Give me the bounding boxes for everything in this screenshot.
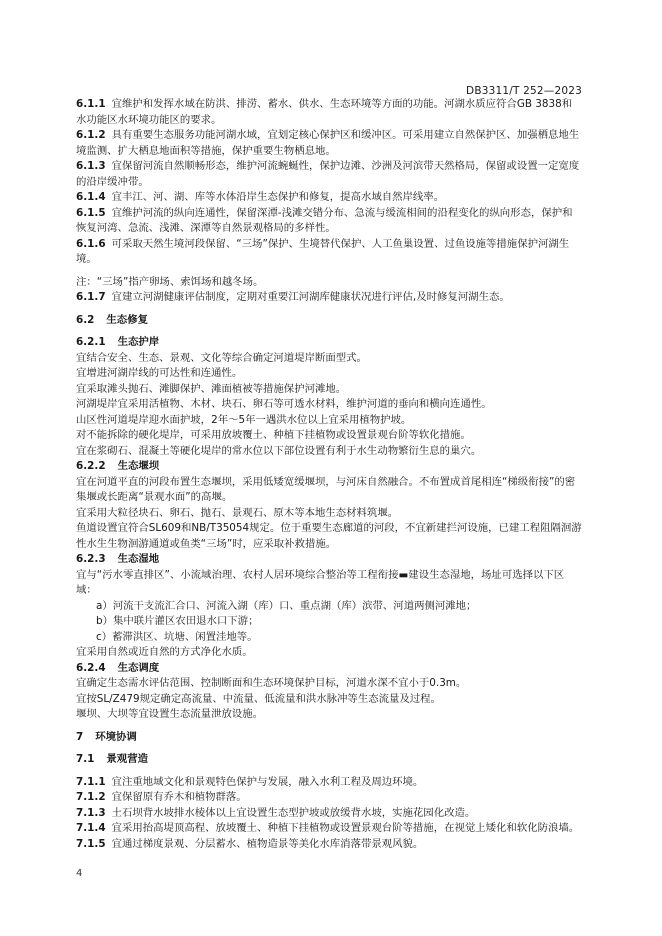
clause-text: 宜结合安全、生态、景观、文化等综合确定河道堤岸断面型式。 xyxy=(76,351,367,364)
page-number: 4 xyxy=(76,868,83,879)
clause-text: 宜建立河湖健康评估制度，定期对重要江河湖库健康状况进行评估,及时修复河湖生态。 xyxy=(111,291,510,303)
clause-number: 7.1.2 xyxy=(76,791,106,803)
heading-text: 生态调度 xyxy=(117,661,160,674)
clause-paragraph xyxy=(76,237,582,268)
clause-paragraph xyxy=(76,413,582,429)
heading-text: 生态修复 xyxy=(106,313,148,326)
clause-paragraph xyxy=(76,382,582,398)
list-item xyxy=(76,614,582,630)
clause-paragraph xyxy=(76,707,582,723)
clause-text: 河湖堤岸宜采用活植物、木材、块石、卵石等可透水材料，维护河道的垂向和横向连通性。 xyxy=(76,398,492,410)
heading-text: 生态堰坝 xyxy=(117,460,160,472)
clause-number: 7 xyxy=(76,730,84,743)
clause-text: 堰坝、大坝等宜设置生态流量泄放设施。 xyxy=(76,708,264,720)
clause-number: 7.1 xyxy=(76,753,95,765)
clause-paragraph xyxy=(76,206,582,237)
section-heading xyxy=(76,459,582,475)
clause-paragraph xyxy=(76,366,582,382)
clause-paragraph xyxy=(76,821,582,837)
clause-paragraph xyxy=(76,428,582,444)
clause-number: 6.1.1 xyxy=(76,98,106,110)
section-heading xyxy=(76,335,582,351)
clause-paragraph xyxy=(76,290,582,306)
clause-paragraph xyxy=(76,159,582,190)
clause-number: 6.2.4 xyxy=(76,661,106,674)
clause-paragraph xyxy=(76,775,582,791)
clause-paragraph xyxy=(76,837,582,853)
clause-number: 6.1.3 xyxy=(76,160,106,172)
clause-text: a）河流干支流汇合口、河流入湖（库）口、重点湖（库）滨带、河道两侧河滩地； xyxy=(96,599,477,612)
spacer xyxy=(76,268,582,275)
clause-number: 6.2.1 xyxy=(76,336,106,348)
spacer xyxy=(76,745,582,752)
clause-text: 宜保留河流自然顺畅形态，维护河流蜿蜒性，保护边滩、沙洲及河滨带天然格局，保留或设置一定宽度的沿岸缓冲带。 xyxy=(76,160,580,188)
list-item xyxy=(76,599,582,615)
clause-paragraph xyxy=(76,676,582,692)
clause-paragraph xyxy=(76,568,582,599)
clause-text: 宜注重地域文化和景观特色保护与发展，融入水利工程及周边环境。 xyxy=(111,775,424,788)
clause-paragraph xyxy=(76,275,582,291)
heading-text: 生态护岸 xyxy=(117,336,160,348)
clause-text: 宜丰江、河、湖、库等水体沿岸生态保护和修复，提高水域自然岸线率。 xyxy=(111,191,445,203)
heading-text: 生态湿地 xyxy=(117,553,160,565)
clause-text: 宜维护和发挥水域在防洪、排涝、蓄水、供水、生态环境等方面的功能。河湖水质应符合GB 3838和水功能区水环境功能区的要求。 xyxy=(76,98,573,126)
clause-text: c）蓄滞洪区、坑塘、闲置洼地等。 xyxy=(96,630,258,643)
clause-text: 对不能拆除的硬化堤岸，可采用放坡覆土、种植下挂植物或设置景观台阶等软化措施。 xyxy=(76,429,471,441)
heading-text: 环境协调 xyxy=(95,730,137,743)
clause-paragraph xyxy=(76,444,582,460)
clause-paragraph xyxy=(76,475,582,506)
spacer xyxy=(76,723,582,730)
document-code: DB3311/T 252—2023 xyxy=(466,85,582,97)
clause-number: 6.2 xyxy=(76,313,95,326)
section-heading xyxy=(76,752,582,768)
clause-text: 宜确定生态需水评估范围、控制断面和生态环境保护目标，河道水深不宜小于0.3m。 xyxy=(76,677,467,689)
clause-text: 具有重要生态服务功能河湖水域，宜划定核心保护区和缓冲区。可采用建立自然保护区、加强栖息地生境监测、扩大栖息地面积等措施，保护重要生物栖息地。 xyxy=(76,129,580,157)
clause-number: 6.1.4 xyxy=(76,191,106,203)
clause-text: 宜采用抬高堤顶高程、放坡覆土、种植下挂植物或设置景观台阶等措施，在视觉上矮化和软化防浪墙。 xyxy=(111,822,580,834)
section-heading xyxy=(76,730,582,746)
clause-paragraph xyxy=(76,506,582,522)
clause-number: 6.1.5 xyxy=(76,206,106,219)
section-heading xyxy=(76,313,582,329)
clause-text: 可采取天然生境河段保留、“三场”保护、生境替代保护、人工鱼巢设置、过鱼设施等措施保护河湖生境。 xyxy=(76,237,570,265)
clause-number: 6.2.2 xyxy=(76,460,106,472)
clause-text: 宜按SL/Z479规定确定高流量、中流量、低流量和洪水脉冲等生态流量及过程。 xyxy=(76,692,441,705)
clause-paragraph xyxy=(76,645,582,661)
clause-text: 宜保留原有乔木和植物群落。 xyxy=(111,791,247,803)
heading-text: 景观营造 xyxy=(106,753,148,765)
clause-text: 注：“三场”指产卵场、索饵场和越冬场。 xyxy=(76,275,264,288)
clause-number: 6.1.2 xyxy=(76,129,106,141)
clause-number: 6.1.7 xyxy=(76,291,106,303)
list-item xyxy=(76,630,582,646)
clause-number: 6.2.3 xyxy=(76,553,106,565)
clause-text: 山区性河道堤岸迎水面护坡，2年～5年一遇洪水位以上宜采用植物护坡。 xyxy=(76,413,412,426)
clause-paragraph xyxy=(76,128,582,159)
section-heading xyxy=(76,552,582,568)
clause-text: 宜增进河湖岸线的可达性和连通性。 xyxy=(76,367,243,379)
clause-paragraph xyxy=(76,351,582,367)
document-body xyxy=(76,97,582,852)
clause-paragraph xyxy=(76,97,582,128)
clause-number: 7.1.4 xyxy=(76,822,106,834)
clause-paragraph xyxy=(76,521,582,552)
clause-text: 宜采用自然或近自然的方式净化水质。 xyxy=(76,646,253,658)
spacer xyxy=(76,768,582,775)
clause-text: 宜维护河流的纵向连通性，保留深潭-浅滩交错分布、急流与缓流相间的沿程变化的纵向形态，保护和恢复河湾、急流、浅滩、深潭等自然景观格局的多样性。 xyxy=(76,206,573,234)
clause-text: 鱼道设置宜符合SL609和NB/T35054规定。位于重要生态廊道的河段，不宜新建拦河设施，已建工程阻隔洄游性水生生物洄游通道或鱼类“三场”时，应采取补救措施。 xyxy=(76,522,582,550)
clause-text: 宜与“污水零直排区”、小流域治理、农村人居环境综合整治等工程衔接▬建设生态湿地，场址可选择以下区域： xyxy=(76,568,565,596)
clause-number: 7.1.3 xyxy=(76,806,106,819)
clause-text: 宜采取滩头抛石、滩脚保护、滩面植被等措施保护河滩地。 xyxy=(76,382,347,395)
clause-number: 7.1.5 xyxy=(76,837,106,850)
clause-paragraph xyxy=(76,806,582,822)
clause-paragraph xyxy=(76,397,582,413)
clause-number: 7.1.1 xyxy=(76,775,106,788)
spacer xyxy=(76,306,582,313)
clause-text: b）集中联片灌区农田退水口下游； xyxy=(96,615,259,627)
section-heading xyxy=(76,661,582,677)
clause-paragraph xyxy=(76,190,582,206)
clause-paragraph xyxy=(76,790,582,806)
clause-text: 土石坝背水坡排水棱体以上宜设置生态型护坡或放缓背水坡，实施花园化改造。 xyxy=(111,806,476,819)
clause-text: 宜采用大粒径块石、卵石、抛石、景观石、原木等本地生态材料筑堰。 xyxy=(76,506,399,519)
clause-text: 宜在浆砌石、混凝土等硬化堤岸的常水位以下部位设置有利于水生动物繁衍生息的巢穴。 xyxy=(76,444,482,457)
spacer xyxy=(76,328,582,335)
clause-text: 宜在河道平直的河段布置生态堰坝，采用低矮宽缓堰坝，与河床自然融合。不布置成首尾相连“梯级衔接”的密集堰或长距离“景观水面”的高堰。 xyxy=(76,475,576,503)
clause-number: 6.1.6 xyxy=(76,237,106,250)
clause-text: 宜通过梯度景观、分层蓄水、植物造景等美化水库消落带景观风貌。 xyxy=(111,837,424,850)
clause-paragraph xyxy=(76,692,582,708)
